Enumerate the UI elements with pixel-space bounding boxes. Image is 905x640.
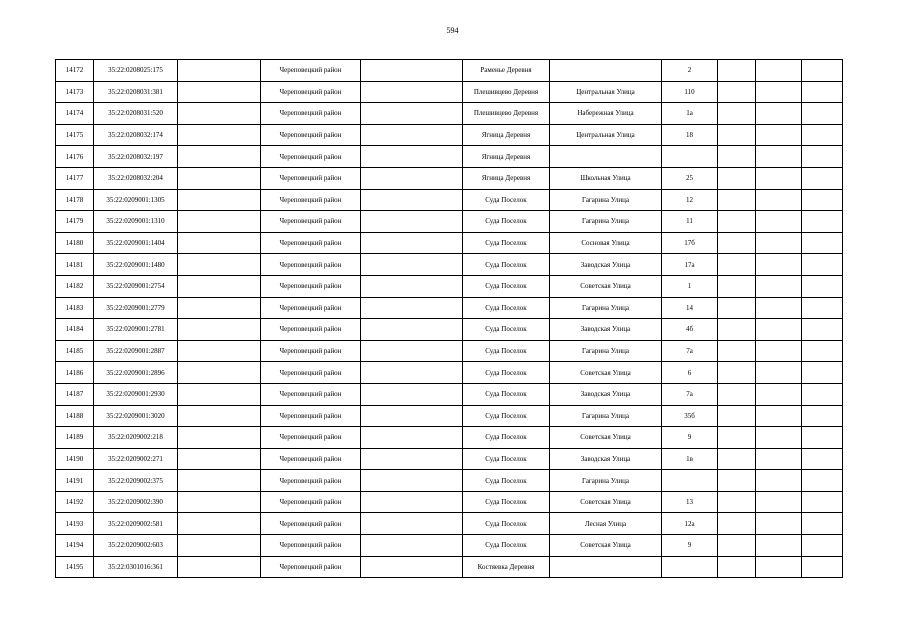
empty-cell — [178, 319, 261, 341]
empty-cell — [718, 297, 756, 319]
empty-cell — [361, 211, 463, 233]
settlement-cell: Суда Поселок — [463, 405, 550, 427]
cadastral-number-cell: 35:22:0209002:218 — [94, 427, 178, 449]
empty-cell — [802, 189, 843, 211]
empty-cell — [802, 513, 843, 535]
empty-cell — [756, 340, 802, 362]
street-cell: Гагарина Улица — [550, 297, 662, 319]
settlement-cell: Суда Поселок — [463, 189, 550, 211]
empty-cell — [802, 383, 843, 405]
district-cell: Череповецкий район — [261, 275, 361, 297]
cadastral-number-cell: 35:22:0209002:271 — [94, 448, 178, 470]
empty-cell — [361, 297, 463, 319]
empty-cell — [718, 427, 756, 449]
house-number-cell — [662, 146, 718, 168]
page-number: 594 — [446, 26, 459, 35]
empty-cell — [756, 556, 802, 578]
table-row — [56, 535, 843, 557]
house-number-cell: 6 — [662, 362, 718, 384]
district-cell: Череповецкий район — [261, 60, 361, 82]
empty-cell — [718, 232, 756, 254]
street-cell: Сосновая Улица — [550, 232, 662, 254]
row-number-cell: 14173 — [56, 81, 94, 103]
row-number-cell: 14192 — [56, 491, 94, 513]
table-row — [56, 362, 843, 384]
empty-cell — [756, 167, 802, 189]
empty-cell — [178, 254, 261, 276]
empty-cell — [361, 427, 463, 449]
cadastral-number-cell: 35:22:0301016:361 — [94, 556, 178, 578]
house-number-cell: 17а — [662, 254, 718, 276]
empty-cell — [756, 427, 802, 449]
street-cell: Гагарина Улица — [550, 340, 662, 362]
empty-cell — [802, 405, 843, 427]
street-cell: Советская Улица — [550, 535, 662, 557]
empty-cell — [361, 383, 463, 405]
cadastral-number-cell: 35:22:0208031:520 — [94, 103, 178, 125]
cadastral-number-cell: 35:22:0209002:375 — [94, 470, 178, 492]
empty-cell — [718, 254, 756, 276]
house-number-cell: 13 — [662, 491, 718, 513]
empty-cell — [718, 189, 756, 211]
street-cell: Гагарина Улица — [550, 470, 662, 492]
table-row — [56, 60, 843, 82]
table-row — [56, 405, 843, 427]
district-cell: Череповецкий район — [261, 146, 361, 168]
empty-cell — [361, 167, 463, 189]
empty-cell — [178, 189, 261, 211]
empty-cell — [718, 513, 756, 535]
row-number-cell: 14180 — [56, 232, 94, 254]
empty-cell — [361, 491, 463, 513]
row-number-cell: 14179 — [56, 211, 94, 233]
cadastral-number-cell: 35:22:0209002:390 — [94, 491, 178, 513]
house-number-cell — [662, 556, 718, 578]
street-cell — [550, 60, 662, 82]
table-row — [56, 232, 843, 254]
empty-cell — [756, 124, 802, 146]
empty-cell — [756, 491, 802, 513]
table-row — [56, 254, 843, 276]
empty-cell — [178, 383, 261, 405]
empty-cell — [361, 146, 463, 168]
empty-cell — [756, 383, 802, 405]
empty-cell — [178, 491, 261, 513]
empty-cell — [718, 535, 756, 557]
empty-cell — [361, 81, 463, 103]
empty-cell — [802, 340, 843, 362]
table-row — [56, 124, 843, 146]
house-number-cell: 9 — [662, 427, 718, 449]
street-cell: Советская Улица — [550, 362, 662, 384]
row-number-cell: 14175 — [56, 124, 94, 146]
settlement-cell: Раменье Деревня — [463, 60, 550, 82]
empty-cell — [178, 81, 261, 103]
empty-cell — [178, 146, 261, 168]
empty-cell — [178, 427, 261, 449]
empty-cell — [361, 362, 463, 384]
table-row — [56, 513, 843, 535]
empty-cell — [802, 167, 843, 189]
table-row — [56, 319, 843, 341]
street-cell: Центральная Улица — [550, 124, 662, 146]
settlement-cell: Плешивцево Деревня — [463, 103, 550, 125]
house-number-cell: 12 — [662, 189, 718, 211]
district-cell: Череповецкий район — [261, 232, 361, 254]
empty-cell — [718, 448, 756, 470]
empty-cell — [361, 556, 463, 578]
empty-cell — [802, 297, 843, 319]
street-cell: Заводская Улица — [550, 319, 662, 341]
row-number-cell: 14186 — [56, 362, 94, 384]
empty-cell — [361, 189, 463, 211]
street-cell: Заводская Улица — [550, 254, 662, 276]
empty-cell — [756, 232, 802, 254]
empty-cell — [802, 254, 843, 276]
empty-cell — [178, 362, 261, 384]
house-number-cell — [662, 470, 718, 492]
cadastral-number-cell: 35:22:0209001:2779 — [94, 297, 178, 319]
district-cell: Череповецкий район — [261, 211, 361, 233]
district-cell: Череповецкий район — [261, 254, 361, 276]
district-cell: Череповецкий район — [261, 427, 361, 449]
empty-cell — [361, 60, 463, 82]
row-number-cell: 14172 — [56, 60, 94, 82]
district-cell: Череповецкий район — [261, 383, 361, 405]
district-cell: Череповецкий район — [261, 405, 361, 427]
empty-cell — [802, 124, 843, 146]
empty-cell — [802, 319, 843, 341]
cadastral-number-cell: 35:22:0209001:2930 — [94, 383, 178, 405]
cadastral-number-cell: 35:22:0209002:603 — [94, 535, 178, 557]
table-row — [56, 556, 843, 578]
district-cell: Череповецкий район — [261, 362, 361, 384]
empty-cell — [361, 405, 463, 427]
district-cell: Череповецкий район — [261, 448, 361, 470]
street-cell: Гагарина Улица — [550, 405, 662, 427]
empty-cell — [756, 362, 802, 384]
row-number-cell: 14178 — [56, 189, 94, 211]
empty-cell — [718, 556, 756, 578]
settlement-cell: Плешивцево Деревня — [463, 81, 550, 103]
empty-cell — [718, 491, 756, 513]
empty-cell — [361, 470, 463, 492]
row-number-cell: 14193 — [56, 513, 94, 535]
empty-cell — [178, 103, 261, 125]
cadastral-number-cell: 35:22:0209002:581 — [94, 513, 178, 535]
row-number-cell: 14176 — [56, 146, 94, 168]
cadastral-number-cell: 35:22:0209001:2781 — [94, 319, 178, 341]
empty-cell — [756, 513, 802, 535]
empty-cell — [802, 427, 843, 449]
table-row — [56, 448, 843, 470]
street-cell: Набережная Улица — [550, 103, 662, 125]
cadastral-number-cell: 35:22:0208025:175 — [94, 60, 178, 82]
house-number-cell: 25 — [662, 167, 718, 189]
cadastral-number-cell: 35:22:0209001:1305 — [94, 189, 178, 211]
house-number-cell: 35б — [662, 405, 718, 427]
district-cell: Череповецкий район — [261, 340, 361, 362]
empty-cell — [802, 103, 843, 125]
empty-cell — [361, 513, 463, 535]
district-cell: Череповецкий район — [261, 103, 361, 125]
empty-cell — [802, 146, 843, 168]
empty-cell — [756, 319, 802, 341]
settlement-cell: Суда Поселок — [463, 275, 550, 297]
street-cell — [550, 146, 662, 168]
settlement-cell: Суда Поселок — [463, 513, 550, 535]
row-number-cell: 14174 — [56, 103, 94, 125]
settlement-cell: Суда Поселок — [463, 232, 550, 254]
house-number-cell: 1 — [662, 275, 718, 297]
district-cell: Череповецкий район — [261, 124, 361, 146]
empty-cell — [361, 340, 463, 362]
row-number-cell: 14183 — [56, 297, 94, 319]
cadastral-number-cell: 35:22:0209001:3020 — [94, 405, 178, 427]
table-row — [56, 470, 843, 492]
row-number-cell: 14185 — [56, 340, 94, 362]
house-number-cell: 7а — [662, 383, 718, 405]
empty-cell — [178, 405, 261, 427]
table-row — [56, 146, 843, 168]
empty-cell — [756, 146, 802, 168]
street-cell: Заводская Улица — [550, 383, 662, 405]
cadastral-number-cell: 35:22:0209001:1310 — [94, 211, 178, 233]
empty-cell — [361, 124, 463, 146]
empty-cell — [361, 254, 463, 276]
settlement-cell: Суда Поселок — [463, 340, 550, 362]
street-cell: Советская Улица — [550, 491, 662, 513]
street-cell: Центральная Улица — [550, 81, 662, 103]
empty-cell — [756, 448, 802, 470]
district-cell: Череповецкий район — [261, 319, 361, 341]
empty-cell — [178, 232, 261, 254]
street-cell: Гагарина Улица — [550, 211, 662, 233]
settlement-cell: Ягница Деревня — [463, 124, 550, 146]
district-cell: Череповецкий район — [261, 297, 361, 319]
district-cell: Череповецкий район — [261, 535, 361, 557]
empty-cell — [178, 470, 261, 492]
empty-cell — [361, 275, 463, 297]
house-number-cell: 7а — [662, 340, 718, 362]
street-cell: Школьная Улица — [550, 167, 662, 189]
street-cell: Советская Улица — [550, 427, 662, 449]
row-number-cell: 14177 — [56, 167, 94, 189]
empty-cell — [802, 362, 843, 384]
house-number-cell: 1в — [662, 448, 718, 470]
table-row — [56, 275, 843, 297]
house-number-cell: 11 — [662, 211, 718, 233]
settlement-cell: Ягница Деревня — [463, 146, 550, 168]
empty-cell — [718, 362, 756, 384]
house-number-cell: 9 — [662, 535, 718, 557]
table-row — [56, 189, 843, 211]
empty-cell — [718, 405, 756, 427]
empty-cell — [361, 103, 463, 125]
empty-cell — [718, 103, 756, 125]
district-cell: Череповецкий район — [261, 470, 361, 492]
empty-cell — [178, 275, 261, 297]
empty-cell — [756, 211, 802, 233]
empty-cell — [718, 60, 756, 82]
empty-cell — [756, 405, 802, 427]
empty-cell — [178, 124, 261, 146]
empty-cell — [178, 297, 261, 319]
cadastral-number-cell: 35:22:0208031:381 — [94, 81, 178, 103]
district-cell: Череповецкий район — [261, 167, 361, 189]
row-number-cell: 14189 — [56, 427, 94, 449]
settlement-cell: Суда Поселок — [463, 470, 550, 492]
settlement-cell: Суда Поселок — [463, 427, 550, 449]
empty-cell — [718, 211, 756, 233]
house-number-cell: 17б — [662, 232, 718, 254]
table-row — [56, 103, 843, 125]
empty-cell — [178, 556, 261, 578]
empty-cell — [361, 232, 463, 254]
empty-cell — [756, 535, 802, 557]
table-body — [56, 60, 843, 578]
street-cell: Лесная Улица — [550, 513, 662, 535]
empty-cell — [718, 383, 756, 405]
district-cell: Череповецкий район — [261, 81, 361, 103]
settlement-cell: Костяевка Деревня — [463, 556, 550, 578]
table-row — [56, 427, 843, 449]
settlement-cell: Суда Поселок — [463, 362, 550, 384]
cadastral-number-cell: 35:22:0208032:174 — [94, 124, 178, 146]
empty-cell — [718, 81, 756, 103]
house-number-cell: 1а — [662, 103, 718, 125]
house-number-cell: 110 — [662, 81, 718, 103]
empty-cell — [361, 319, 463, 341]
house-number-cell: 14 — [662, 297, 718, 319]
house-number-cell: 4б — [662, 319, 718, 341]
empty-cell — [718, 470, 756, 492]
empty-cell — [178, 513, 261, 535]
row-number-cell: 14191 — [56, 470, 94, 492]
table-row — [56, 383, 843, 405]
empty-cell — [756, 60, 802, 82]
empty-cell — [718, 319, 756, 341]
empty-cell — [756, 275, 802, 297]
empty-cell — [802, 232, 843, 254]
house-number-cell: 18 — [662, 124, 718, 146]
cadastral-number-cell: 35:22:0209001:2754 — [94, 275, 178, 297]
empty-cell — [756, 189, 802, 211]
settlement-cell: Суда Поселок — [463, 297, 550, 319]
row-number-cell: 14190 — [56, 448, 94, 470]
empty-cell — [802, 556, 843, 578]
empty-cell — [361, 448, 463, 470]
street-cell — [550, 556, 662, 578]
empty-cell — [802, 60, 843, 82]
empty-cell — [802, 211, 843, 233]
row-number-cell: 14187 — [56, 383, 94, 405]
row-number-cell: 14184 — [56, 319, 94, 341]
row-number-cell: 14194 — [56, 535, 94, 557]
settlement-cell: Суда Поселок — [463, 211, 550, 233]
table-row — [56, 167, 843, 189]
street-cell: Советская Улица — [550, 275, 662, 297]
empty-cell — [802, 275, 843, 297]
cadastral-number-cell: 35:22:0208032:204 — [94, 167, 178, 189]
settlement-cell: Суда Поселок — [463, 448, 550, 470]
empty-cell — [756, 254, 802, 276]
street-cell: Гагарина Улица — [550, 189, 662, 211]
empty-cell — [802, 491, 843, 513]
row-number-cell: 14195 — [56, 556, 94, 578]
property-registry-table — [55, 59, 843, 578]
table-row — [56, 211, 843, 233]
cadastral-number-cell: 35:22:0209001:1404 — [94, 232, 178, 254]
settlement-cell: Суда Поселок — [463, 254, 550, 276]
table-row — [56, 81, 843, 103]
settlement-cell: Суда Поселок — [463, 383, 550, 405]
house-number-cell: 12а — [662, 513, 718, 535]
settlement-cell: Суда Поселок — [463, 535, 550, 557]
table-row — [56, 340, 843, 362]
empty-cell — [756, 103, 802, 125]
settlement-cell: Ягница Деревня — [463, 167, 550, 189]
empty-cell — [802, 535, 843, 557]
street-cell: Заводская Улица — [550, 448, 662, 470]
cadastral-number-cell: 35:22:0208032:197 — [94, 146, 178, 168]
row-number-cell: 14188 — [56, 405, 94, 427]
empty-cell — [756, 81, 802, 103]
empty-cell — [802, 448, 843, 470]
empty-cell — [361, 535, 463, 557]
cadastral-number-cell: 35:22:0209001:2887 — [94, 340, 178, 362]
district-cell: Череповецкий район — [261, 556, 361, 578]
settlement-cell: Суда Поселок — [463, 319, 550, 341]
row-number-cell: 14181 — [56, 254, 94, 276]
house-number-cell: 2 — [662, 60, 718, 82]
row-number-cell: 14182 — [56, 275, 94, 297]
empty-cell — [802, 81, 843, 103]
empty-cell — [718, 275, 756, 297]
table-row — [56, 297, 843, 319]
empty-cell — [178, 211, 261, 233]
table-row — [56, 491, 843, 513]
empty-cell — [718, 167, 756, 189]
empty-cell — [178, 167, 261, 189]
empty-cell — [718, 146, 756, 168]
empty-cell — [718, 340, 756, 362]
district-cell: Череповецкий район — [261, 513, 361, 535]
empty-cell — [802, 470, 843, 492]
cadastral-number-cell: 35:22:0209001:2896 — [94, 362, 178, 384]
empty-cell — [178, 448, 261, 470]
empty-cell — [756, 470, 802, 492]
empty-cell — [718, 124, 756, 146]
empty-cell — [756, 297, 802, 319]
district-cell: Череповецкий район — [261, 189, 361, 211]
settlement-cell: Суда Поселок — [463, 491, 550, 513]
empty-cell — [178, 340, 261, 362]
district-cell: Череповецкий район — [261, 491, 361, 513]
empty-cell — [178, 60, 261, 82]
empty-cell — [178, 535, 261, 557]
cadastral-number-cell: 35:22:0209001:1480 — [94, 254, 178, 276]
